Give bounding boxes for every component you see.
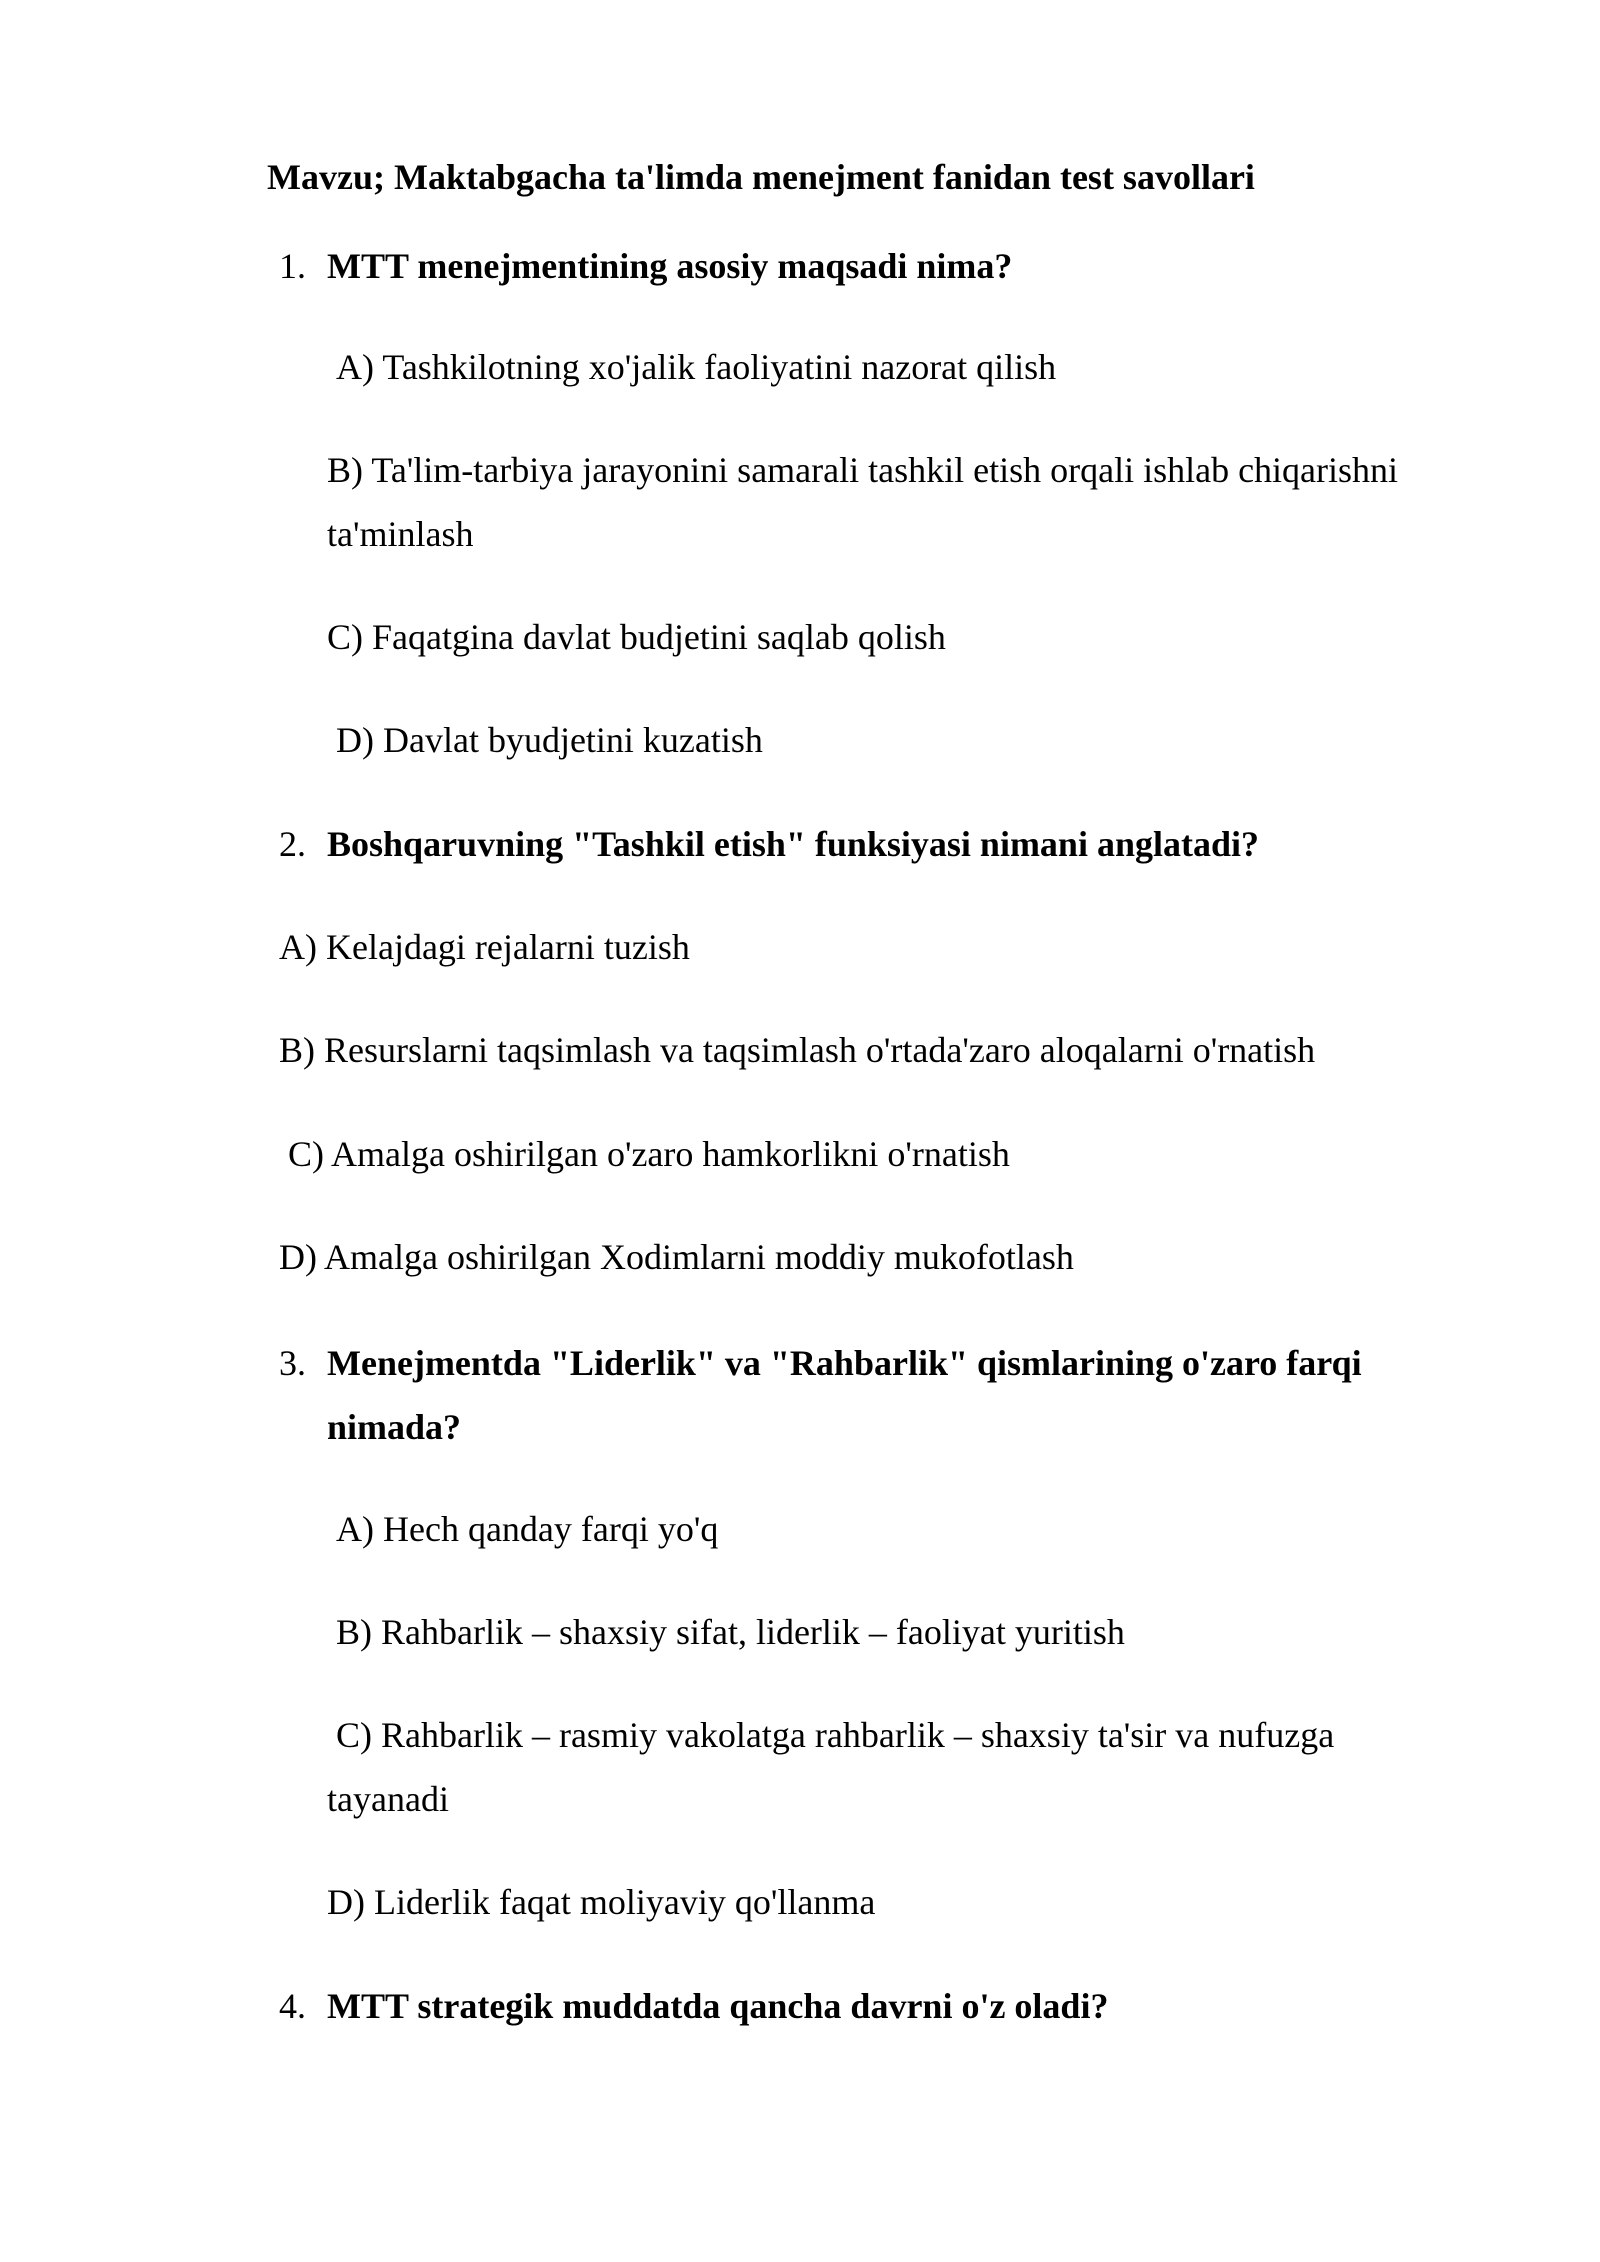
question-number: 4. — [279, 1986, 306, 2026]
option-c: C) Rahbarlik – rasmiy vakolatga rahbarlik – shaxsiy ta'sir va nufuzga — [336, 1715, 1335, 1755]
option-b-continuation: ta'minlash — [327, 514, 474, 554]
option-b: B) Ta'lim-tarbiya jarayonini samarali tashkil etish orqali ishlab chiqarishni — [327, 450, 1399, 490]
option-d: D) Davlat byudjetini kuzatish — [336, 720, 763, 760]
question-text: Menejmentda "Liderlik" va "Rahbarlik" qismlarining o'zaro farqi — [327, 1343, 1362, 1383]
option-c-continuation: tayanadi — [327, 1779, 449, 1819]
option-a: A) Hech qanday farqi yo'q — [336, 1509, 719, 1549]
option-c: C) Amalga oshirilgan o'zaro hamkorlikni o'rnatish — [288, 1134, 1010, 1174]
option-c: C) Faqatgina davlat budjetini saqlab qolish — [327, 617, 946, 657]
document-title: Mavzu; Maktabgacha ta'limda menejment fanidan test savollari — [267, 157, 1255, 197]
question-text-continuation: nimada? — [327, 1407, 462, 1447]
option-d: D) Liderlik faqat moliyaviy qo'llanma — [327, 1882, 876, 1922]
question-text: MTT menejmentining asosiy maqsadi nima? — [327, 246, 1013, 286]
question-number: 2. — [279, 824, 306, 864]
question-number: 3. — [279, 1343, 306, 1383]
question-text: MTT strategik muddatda qancha davrni o'z oladi? — [327, 1986, 1109, 2026]
question-number: 1. — [279, 246, 306, 286]
option-d: D) Amalga oshirilgan Xodimlarni moddiy mukofotlash — [279, 1237, 1074, 1277]
option-b: B) Rahbarlik – shaxsiy sifat, liderlik – faoliyat yuritish — [336, 1612, 1125, 1652]
option-a: A) Tashkilotning xo'jalik faoliyatini nazorat qilish — [336, 347, 1057, 387]
option-b: B) Resurslarni taqsimlash va taqsimlash o'rtada'zaro aloqalarni o'rnatish — [279, 1030, 1316, 1070]
question-text: Boshqaruvning "Tashkil etish" funksiyasi nimani anglatadi? — [327, 824, 1259, 864]
option-a: A) Kelajdagi rejalarni tuzish — [279, 927, 690, 967]
